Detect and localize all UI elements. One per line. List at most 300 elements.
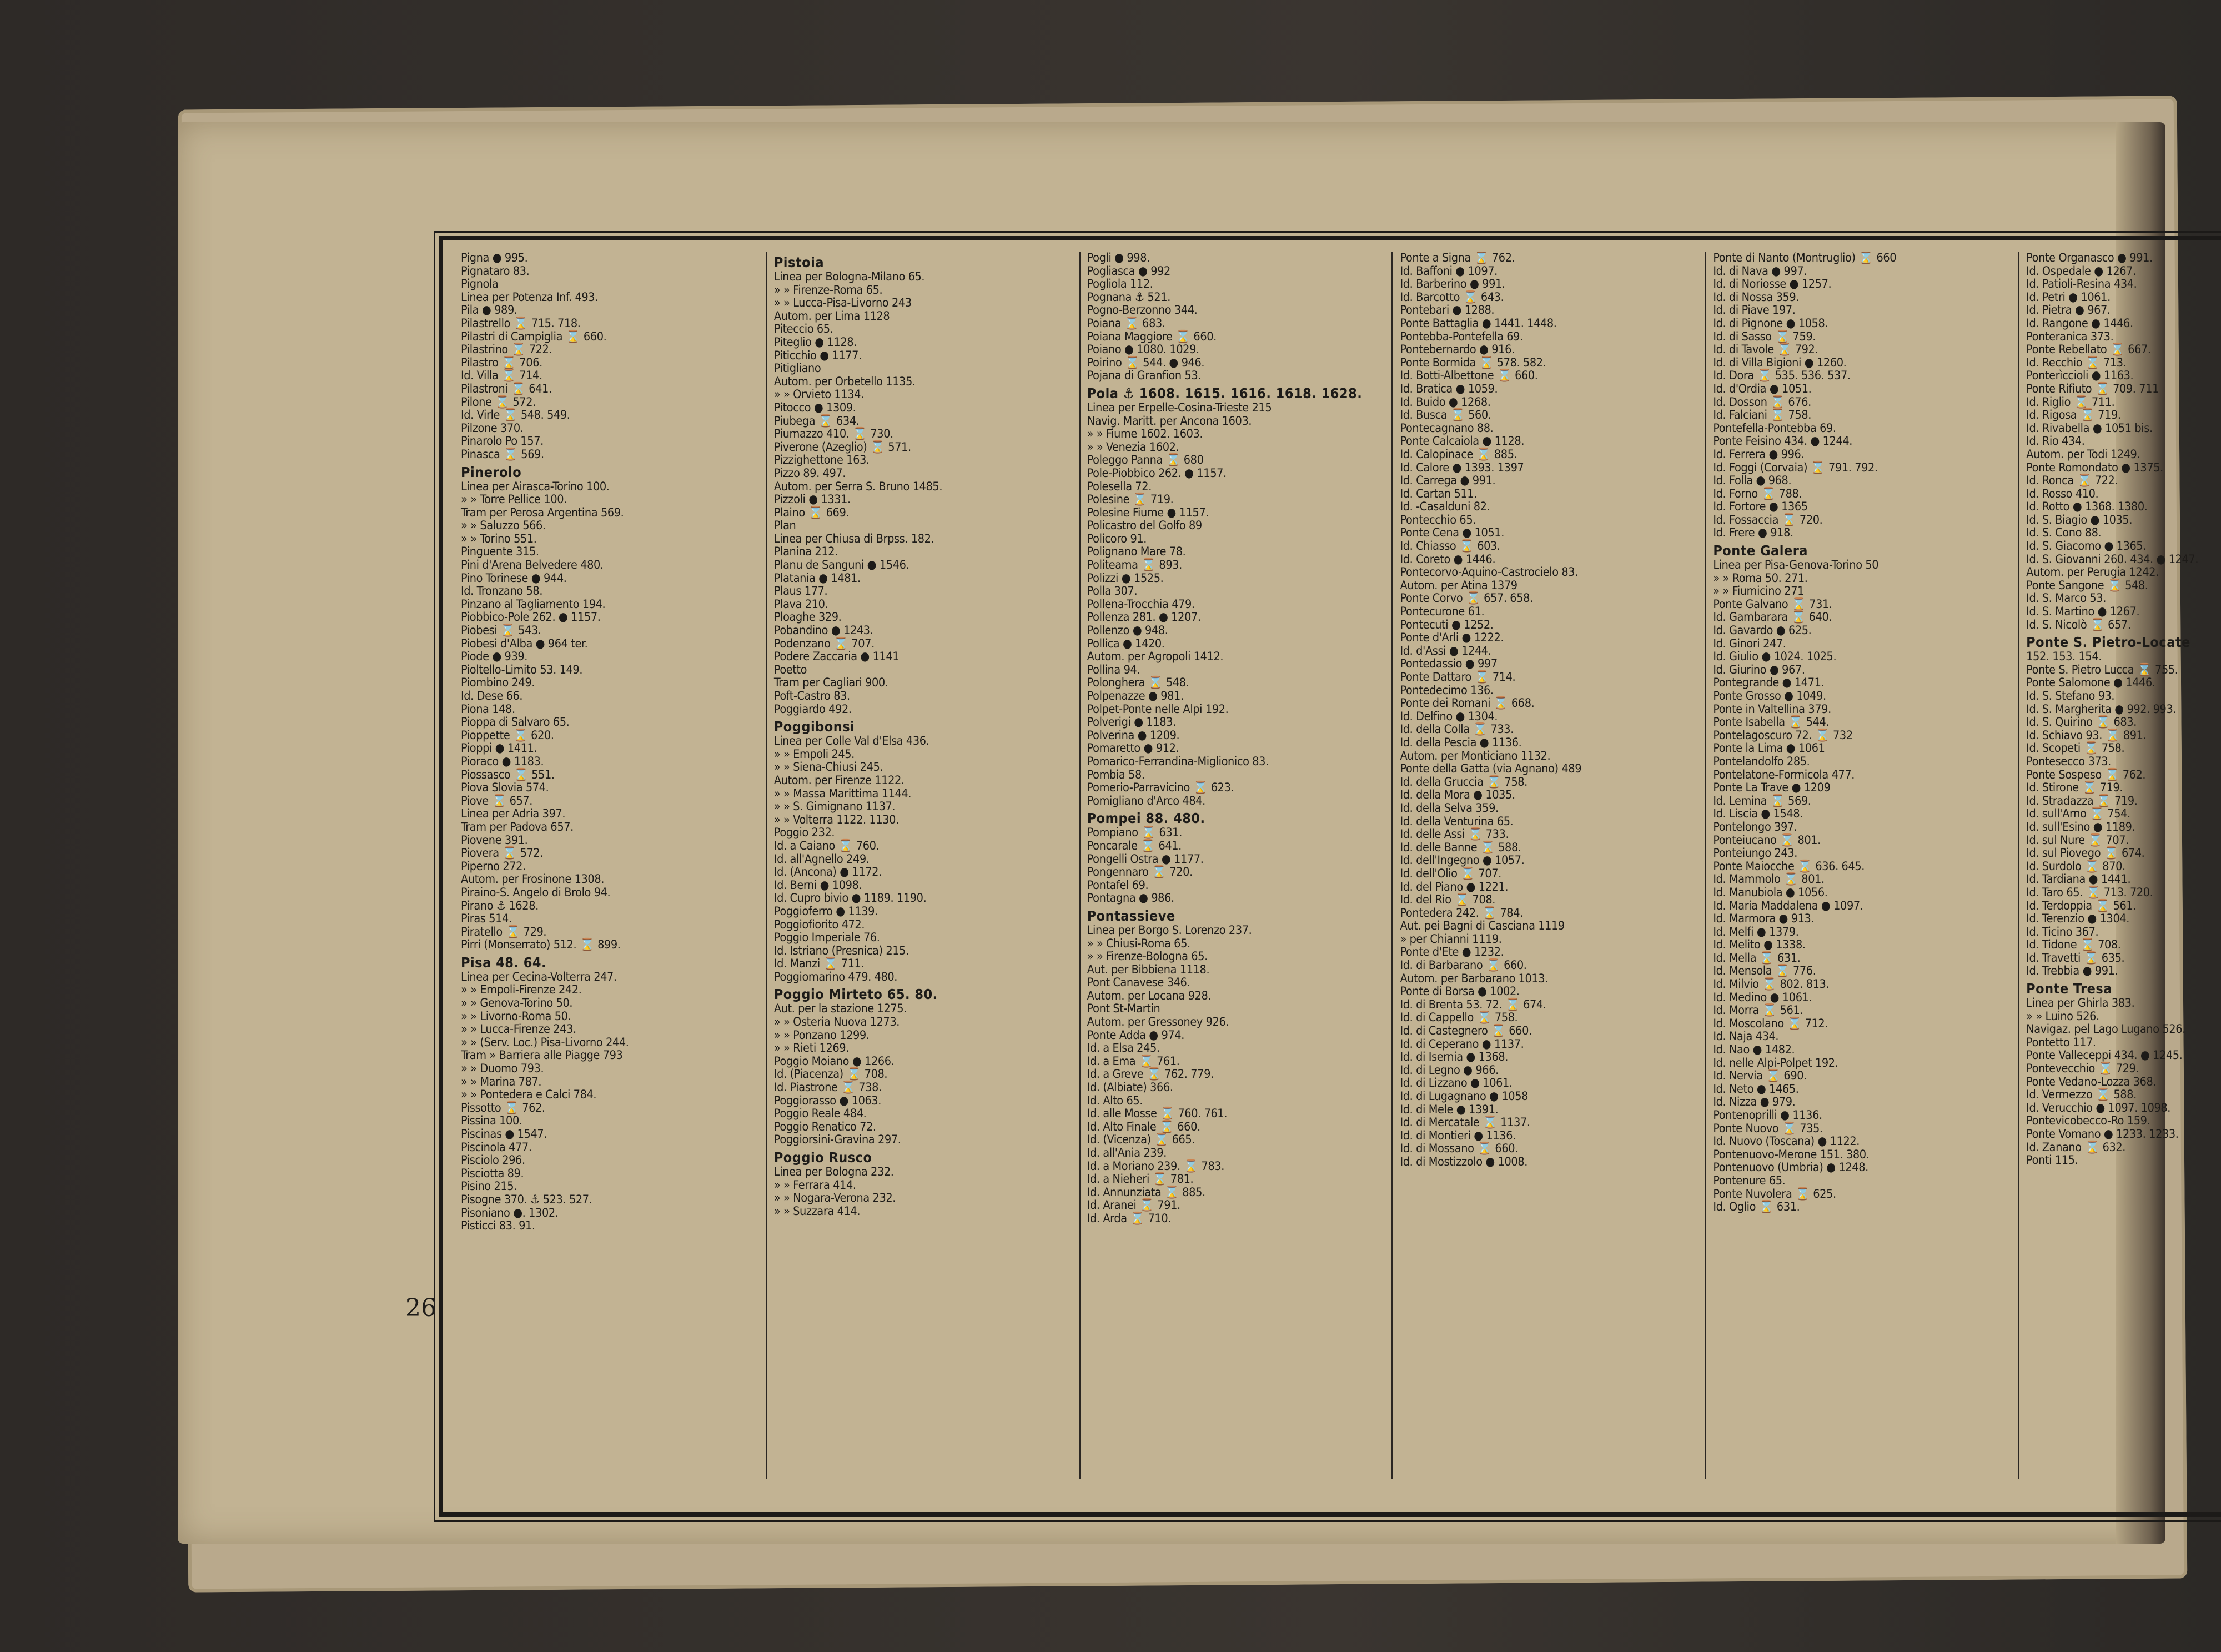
index-entry: Id. Rigosa ⌛ 719.: [2026, 408, 2121, 423]
index-entry: » » Ferrara 414.: [773, 1178, 856, 1192]
index-entry: Ponte Calcaiola ● 1128.: [1400, 434, 1525, 449]
index-entry: Pila ● 989.: [461, 303, 517, 318]
index-entry: » » Roma 50. 271.: [1713, 571, 1808, 585]
index-entry: Id. Ferrera ● 996.: [1713, 447, 1805, 461]
index-entry: Ponte la Lima ● 1061: [1713, 741, 1825, 756]
index-entry: » » Fiume 1602. 1603.: [1087, 427, 1203, 441]
index-entry: Id. (Vicenza) ⌛ 665.: [1087, 1133, 1195, 1147]
index-entry: Id. Ticino 367.: [2026, 925, 2099, 939]
index-entry: » » Rieti 1269.: [773, 1041, 849, 1056]
index-entry: Ponte Feisino 434. ● 1244.: [1713, 434, 1853, 449]
index-entry: Id. (Piacenza) ⌛ 708.: [773, 1067, 888, 1082]
index-entry: Id. Ronca ⌛ 722.: [2026, 474, 2118, 488]
index-entry: Linea per Adria 397.: [461, 807, 566, 821]
index-entry: Id. Mensola ⌛ 776.: [1713, 964, 1816, 978]
index-entry: Autom. per Monticiano 1132.: [1400, 749, 1551, 763]
index-entry: Poggio Mirteto 65. 80.: [773, 986, 938, 1003]
index-entry: Id. Lemina ⌛ 569.: [1713, 794, 1811, 808]
index-entry: Id. Calore ● 1393. 1397: [1400, 460, 1524, 475]
index-entry: Piumazzo 410. ⌛ 730.: [773, 427, 893, 441]
index-entry: Id. Annunziata ⌛ 885.: [1087, 1185, 1205, 1199]
index-entry: Ponte La Trave ● 1209: [1713, 781, 1831, 795]
index-entry: Pioltello-Limito 53. 149.: [461, 662, 583, 677]
index-entry: Id. Berni ● 1098.: [773, 878, 862, 892]
index-entry: Pizzoli ● 1331.: [773, 493, 851, 507]
index-entry: Id. S. Marco 53.: [2026, 591, 2106, 606]
index-entry: Ponte Adda ● 974.: [1087, 1028, 1184, 1042]
index-entry: Plava 210.: [773, 597, 828, 611]
index-entry: Pino Torinese ● 944.: [461, 571, 567, 585]
index-entry: Id. Arda ⌛ 710.: [1087, 1211, 1171, 1226]
index-entry: Pompiano ⌛ 631.: [1087, 826, 1182, 840]
index-entry: Id. Stirone ⌛ 719.: [2026, 781, 2123, 795]
index-entry: Id. Botti-Albettone ⌛ 660.: [1400, 369, 1538, 383]
index-entry: Piobesi d'Alba ● 964 ter.: [461, 636, 588, 651]
index-entry: Id. Nuovo (Toscana) ● 1122.: [1713, 1134, 1860, 1149]
index-entry: Id. di Nossa 359.: [1713, 290, 1800, 304]
index-entry: Pontagna ● 986.: [1087, 891, 1174, 906]
index-entry: Pontenuovo (Umbria) ● 1248.: [1713, 1161, 1868, 1175]
index-entry: Aut. pei Bagni di Casciana 1119: [1400, 919, 1565, 933]
index-entry: Id. alle Mosse ⌛ 760. 761.: [1087, 1107, 1228, 1121]
index-entry: Pontenuovo-Merone 151. 380.: [1713, 1147, 1870, 1162]
index-entry: » » S. Gimignano 1137.: [773, 800, 896, 814]
index-entry: Polizzi ● 1525.: [1087, 571, 1164, 585]
index-entry: » » Empoli-Firenze 242.: [461, 983, 582, 997]
index-entry: Pinarolo Po 157.: [461, 434, 544, 449]
index-entry: Id. a Elsa 245.: [1087, 1041, 1160, 1056]
index-entry: Pomarico-Ferrandina-Miglionico 83.: [1087, 754, 1269, 769]
index-entry: Pomigliano d'Arco 484.: [1087, 794, 1205, 808]
index-entry: Id. Moscolano ⌛ 712.: [1713, 1016, 1828, 1031]
index-entry: Pogliola 112.: [1087, 277, 1153, 292]
index-entry: Id. Rosso 410.: [2026, 486, 2099, 501]
index-entry: Piona 148.: [461, 702, 515, 716]
index-entry: Id. Villa ⌛ 714.: [461, 369, 542, 383]
index-entry: Pontebernardo ● 916.: [1400, 343, 1515, 357]
index-entry: Id. sul Piovego ⌛ 674.: [2026, 846, 2145, 861]
index-entry: » » Pontedera e Calci 784.: [461, 1088, 597, 1102]
index-entry: Id. Schiavo 93. ⌛ 891.: [2026, 728, 2147, 742]
index-entry: Id. Frere ● 918.: [1713, 526, 1793, 540]
index-entry: Id. S. Quirino ⌛ 683.: [2026, 715, 2137, 730]
index-entry: Ponte di Borsa ● 1002.: [1400, 985, 1520, 999]
index-entry: Pontefella-Pontebba 69.: [1713, 421, 1836, 435]
index-entry: » » Torino 551.: [461, 531, 537, 546]
index-entry: Id. Taro 65. ⌛ 713. 720.: [2026, 885, 2153, 900]
index-entry: Piobbico-Pole 262. ● 1157.: [461, 610, 601, 625]
index-entry: Pinerolo: [461, 464, 522, 480]
index-entry: Id. nelle Alpi-Polpet 192.: [1713, 1056, 1838, 1070]
index-entry: Pontedecimo 136.: [1400, 683, 1494, 697]
index-entry: Poggio Imperiale 76.: [773, 931, 880, 945]
index-entry: Id. (Ancona) ● 1172.: [773, 865, 882, 880]
index-entry: Id. d'Assi ● 1244.: [1400, 644, 1491, 658]
index-entry: Piode ● 939.: [461, 650, 528, 664]
index-entry: Ponte Isabella ⌛ 544.: [1713, 715, 1830, 730]
index-entry: Id. di Castegnero ⌛ 660.: [1400, 1024, 1532, 1038]
index-entry: Pont Canavese 346.: [1087, 976, 1190, 990]
index-entry: Planu de Sanguni ● 1546.: [773, 558, 909, 573]
index-entry: Id. della Gruccia ⌛ 758.: [1400, 775, 1527, 789]
index-entry: Id. Maria Maddalena ● 1097.: [1713, 898, 1863, 913]
index-entry: Id. Zanano ⌛ 632.: [2026, 1140, 2126, 1154]
index-entry: Id. Fortore ● 1365: [1713, 500, 1808, 514]
index-entry: Poggiardo 492.: [773, 702, 852, 716]
index-entry: Pobandino ● 1243.: [773, 624, 873, 638]
index-entry: Id. a Ema ⌛ 761.: [1087, 1054, 1180, 1068]
index-entry: Pongennaro ⌛ 720.: [1087, 865, 1193, 880]
index-entry: Ponte Bormida ⌛ 578. 582.: [1400, 355, 1546, 370]
index-entry: Piticchio ● 1177.: [773, 348, 862, 363]
index-entry: » per Chianni 1119.: [1400, 932, 1502, 946]
index-entry: » » Nogara-Verona 232.: [773, 1191, 896, 1206]
index-entry: Id. della Pescia ● 1136.: [1400, 735, 1522, 750]
index-entry: Id. Terdoppia ⌛ 561.: [2026, 898, 2137, 913]
index-entry: Pisciotta 89.: [461, 1166, 524, 1181]
index-entry: Pirri (Monserrato) 512. ⌛ 899.: [461, 938, 621, 952]
index-entry: Pistoia: [773, 254, 824, 270]
index-entry: Poncarale ⌛ 641.: [1087, 838, 1182, 853]
index-entry: Id. di Brenta 53. 72. ⌛ 674.: [1400, 997, 1546, 1012]
index-entry: Id. Giulio ● 1024. 1025.: [1713, 650, 1837, 664]
index-entry: Id. Dora ⌛ 535. 536. 537.: [1713, 369, 1851, 383]
index-entry: Pioppette ⌛ 620.: [461, 728, 554, 742]
index-entry: Polonghera ⌛ 548.: [1087, 676, 1189, 690]
index-entry: Id. Patioli-Resina 434.: [2026, 277, 2137, 292]
index-entry: Id. della Mora ● 1035.: [1400, 788, 1515, 802]
index-entry: Poggio Moiano ● 1266.: [773, 1054, 895, 1068]
index-entry: Id. delle Assi ⌛ 733.: [1400, 827, 1509, 842]
index-entry: Poggio Renatico 72.: [773, 1119, 876, 1134]
index-entry: Id. Milvio ⌛ 802. 813.: [1713, 977, 1830, 992]
index-entry: Polesella 72.: [1087, 479, 1152, 494]
index-entry: » » Venezia 1602.: [1087, 440, 1179, 454]
index-entry: Poggibonsi: [773, 719, 855, 735]
index-entry: Poleggo Panna ⌛ 680: [1087, 453, 1204, 468]
index-entry: Pissotto ⌛ 762.: [461, 1101, 545, 1115]
index-entry: Autom. per Perugia 1242.: [2026, 565, 2159, 580]
index-entry: Id. Ginori 247.: [1713, 636, 1786, 651]
index-entry: Id. di Nava ● 997.: [1713, 264, 1807, 278]
index-entry: Id. Chiasso ⌛ 603.: [1400, 539, 1500, 554]
index-entry: Pontecagnano 88.: [1400, 421, 1494, 435]
index-entry: Poggiorasso ● 1063.: [773, 1093, 882, 1108]
index-column-5: [1706, 252, 2019, 1479]
index-entry: Id. Riglio ⌛ 711.: [2026, 395, 2115, 409]
index-entry: » » Marina 787.: [461, 1074, 542, 1089]
index-entry: Piperno 272.: [461, 859, 526, 873]
index-entry: Piossasco ⌛ 551.: [461, 767, 555, 782]
index-entry: Pizzighettone 163.: [773, 453, 870, 468]
index-entry: Id. Medino ● 1061.: [1713, 990, 1812, 1005]
index-entry: Poiana Maggiore ⌛ 660.: [1087, 329, 1217, 344]
index-entry: Tram » Barriera alle Piagge 793: [461, 1048, 623, 1063]
index-entry: Pontelandolfo 285.: [1713, 754, 1810, 769]
index-entry: Pontelagoscuro 72. ⌛ 732: [1713, 728, 1853, 742]
index-entry: Pilzone 370.: [461, 421, 524, 435]
index-entry: Id. Mammolo ⌛ 801.: [1713, 872, 1825, 887]
index-entry: Id. d'Ordia ● 1051.: [1713, 381, 1812, 396]
index-entry: Id. Istriano (Presnica) 215.: [773, 943, 909, 958]
index-entry: Id. S. Giacomo ● 1365.: [2026, 539, 2147, 554]
index-entry: Id. Petri ● 1061.: [2026, 290, 2111, 304]
index-entry: Pogli ● 998.: [1087, 252, 1150, 265]
index-entry: Ponteiungo 243.: [1713, 846, 1797, 861]
index-entry: Id. Barberino ● 991.: [1400, 277, 1505, 292]
index-entry: Id. a Nieheri ⌛ 781.: [1087, 1172, 1194, 1187]
index-entry: Polverina ● 1209.: [1087, 728, 1180, 742]
index-entry: Ponti 115.: [2026, 1153, 2078, 1168]
index-entry: Piombino 249.: [461, 676, 535, 690]
index-entry: Autom. per Locana 928.: [1087, 988, 1212, 1003]
index-entry: Ponte Battaglia ● 1441. 1448.: [1400, 316, 1557, 330]
index-entry: Id. S. Stefano 93.: [2026, 689, 2115, 703]
index-entry: Id. all'Agnello 249.: [773, 852, 870, 866]
index-entry: Ponte Galera: [1713, 543, 1808, 559]
index-entry: Id. Cupro bivio ● 1189. 1190.: [773, 891, 927, 906]
index-entry: Pontecchio 65.: [1400, 513, 1476, 527]
index-entry: Id. Marmora ● 913.: [1713, 912, 1815, 926]
page-content: [178, 122, 2199, 1544]
index-entry: Id. della Selva 359.: [1400, 801, 1499, 815]
index-entry: Id. (Albiate) 366.: [1087, 1081, 1173, 1095]
index-entry: Piteccio 65.: [773, 322, 833, 337]
index-entry: Pollina 94.: [1087, 662, 1140, 677]
index-entry: Pirano ⚓ 1628.: [461, 898, 539, 913]
index-entry: Id. di Mossano ⌛ 660.: [1400, 1142, 1518, 1156]
index-entry: Id. sull'Arno ⌛ 754.: [2026, 807, 2130, 821]
index-entry: Id. Barcotto ⌛ 643.: [1400, 290, 1504, 304]
index-entry: Id. Scopeti ⌛ 758.: [2026, 741, 2125, 756]
index-entry: Pinguente 315.: [461, 545, 539, 559]
index-entry: Pontedassio ● 997: [1400, 657, 1498, 671]
index-entry: Pisino 215.: [461, 1179, 517, 1194]
index-entry: Id. di Mele ● 1391.: [1400, 1102, 1499, 1117]
index-entry: » » Genova-Torino 50.: [461, 996, 573, 1011]
index-entry: Navig. Maritt. per Ancona 1603.: [1087, 414, 1252, 428]
index-entry: Piovera ⌛ 572.: [461, 846, 544, 861]
index-entry: Id. Fossaccia ⌛ 720.: [1713, 513, 1823, 527]
index-entry: Id. Manubiola ● 1056.: [1713, 885, 1828, 900]
index-entry: Id. Nervia ⌛ 690.: [1713, 1069, 1807, 1083]
index-entry: Ponte Rifiuto ⌛ 709. 711: [2026, 381, 2159, 396]
index-entry: Politeama ⌛ 893.: [1087, 558, 1182, 573]
index-entry: Autom. per Todi 1249.: [2026, 447, 2140, 461]
index-entry: Piraino-S. Angelo di Brolo 94.: [461, 885, 611, 900]
index-entry: Id. di Barbarano ⌛ 660.: [1400, 958, 1527, 973]
index-entry: Pontafel 69.: [1087, 878, 1149, 892]
index-entry: Poggiofiorito 472.: [773, 917, 865, 932]
index-entry: Id. della Venturina 65.: [1400, 814, 1514, 828]
index-entry: » » Livorno-Roma 50.: [461, 1009, 571, 1023]
index-entry: Pontebari ● 1288.: [1400, 303, 1495, 318]
index-entry: Id. di Sasso ⌛ 759.: [1713, 329, 1816, 344]
index-entry: Id. S. Martino ● 1267.: [2026, 605, 2140, 619]
index-entry: Id. di Montieri ● 1136.: [1400, 1128, 1516, 1143]
index-entry: » » Suzzara 414.: [773, 1204, 861, 1218]
index-entry: Pizzo 89. 497.: [773, 466, 846, 480]
index-entry: Id. di Legno ● 966.: [1400, 1063, 1499, 1077]
index-entry: » » Duomo 793.: [461, 1062, 544, 1076]
index-entry: Id. Coreto ● 1446.: [1400, 552, 1496, 566]
index-entry: Ponte Salomone ● 1446.: [2026, 676, 2155, 690]
index-entry: » » (Serv. Loc.) Pisa-Livorno 244.: [461, 1035, 629, 1050]
index-entry: Id. Verucchio ● 1097. 1098.: [2026, 1101, 2171, 1115]
index-entry: Podere Zaccaria ● 1141: [773, 650, 900, 664]
index-entry: Id. Terenzio ● 1304.: [2026, 912, 2129, 926]
index-entry: Id. Buido ● 1268.: [1400, 395, 1491, 409]
index-entry: Id. Foggi (Corvaia) ⌛ 791. 792.: [1713, 460, 1878, 475]
index-entry: Id. Ospedale ● 1267.: [2026, 264, 2136, 278]
index-entry: Pisa 48. 64.: [461, 954, 547, 971]
index-entry: Autom. per Firenze 1122.: [773, 773, 905, 787]
index-entry: Id. Cartan 511.: [1400, 486, 1477, 501]
index-entry: » » Lucca-Pisa-Livorno 243: [773, 296, 912, 310]
index-entry: Id. Mella ⌛ 631.: [1713, 951, 1801, 965]
index-entry: Pioppi ● 1411.: [461, 741, 537, 756]
index-entry: Pognana ⚓ 521.: [1087, 290, 1170, 304]
index-entry: Piova Slovia 574.: [461, 781, 549, 795]
index-entry: Polpenazze ● 981.: [1087, 689, 1184, 703]
index-entry: Id. a Moriano 239. ⌛ 783.: [1087, 1159, 1225, 1173]
index-entry: Pisticci 83. 91.: [461, 1219, 535, 1233]
index-entry: Autom. per Frosinone 1308.: [461, 872, 604, 887]
index-entry: Id. Rotto ● 1368. 1380.: [2026, 500, 2148, 514]
index-entry: Id. Calopinace ⌛ 885.: [1400, 447, 1517, 461]
index-entry: Pomaretto ● 912.: [1087, 741, 1179, 756]
index-entry: Ponte in Valtellina 379.: [1713, 702, 1831, 716]
index-entry: Id. Vermezzo ⌛ 588.: [2026, 1088, 2137, 1102]
index-entry: Id. di Tavole ⌛ 792.: [1713, 343, 1818, 357]
index-entry: Pinzano al Tagliamento 194.: [461, 597, 606, 611]
index-entry: Id. Aranei ⌛ 791.: [1087, 1198, 1180, 1213]
index-entry: » » Massa Marittima 1144.: [773, 786, 912, 801]
index-entry: Id. Melfi ● 1379.: [1713, 925, 1799, 939]
index-entry: Id. delle Banne ⌛ 588.: [1400, 840, 1521, 855]
index-entry: Id. di Lizzano ● 1061.: [1400, 1076, 1513, 1091]
index-entry: Pitocco ● 1309.: [773, 400, 856, 415]
index-entry: Pontelongo 397.: [1713, 820, 1797, 834]
index-entry: Platania ● 1481.: [773, 571, 861, 585]
index-entry: Pilastrello ⌛ 715. 718.: [461, 316, 581, 330]
index-entry: Pompei 88. 480.: [1087, 810, 1205, 827]
index-entry: Linea per Erpelle-Cosina-Trieste 215: [1087, 400, 1272, 415]
index-entry: Id. S. Biagio ● 1035.: [2026, 513, 2133, 527]
index-entry: Pisoniano ●. 1302.: [461, 1206, 559, 1220]
index-entry: Autom. per Barbarano 1013.: [1400, 971, 1548, 986]
index-entry: Plaus 177.: [773, 584, 828, 599]
index-entry: Ponte Corvo ⌛ 657. 658.: [1400, 591, 1533, 606]
index-entry: Pontesecco 373.: [2026, 754, 2111, 769]
index-entry: Ponte d'Ete ● 1232.: [1400, 945, 1504, 960]
index-entry: Id. Tardiana ● 1441.: [2026, 872, 2131, 887]
index-entry: Id. Delfino ● 1304.: [1400, 709, 1498, 724]
index-entry: Id. S. Nicolò ⌛ 657.: [2026, 617, 2131, 632]
index-entry: Ponte Maiocche ⌛ 636. 645.: [1713, 859, 1865, 873]
index-entry: Id. Alto Finale ⌛ 660.: [1087, 1119, 1200, 1134]
index-entry: Id. all'Ania 239.: [1087, 1146, 1167, 1160]
index-entry: Id. Surdolo ⌛ 870.: [2026, 859, 2125, 873]
index-entry: Pollenzo ● 948.: [1087, 624, 1168, 638]
index-entry: Autom. per Gressoney 926.: [1087, 1015, 1229, 1030]
index-entry: Pont St-Martin: [1087, 1002, 1160, 1016]
index-entry: Pontevicobecco-Ro 159.: [2026, 1114, 2150, 1128]
index-entry: Ponteranica 373.: [2026, 329, 2114, 344]
index-entry: Id. Morra ⌛ 561.: [1713, 1003, 1803, 1018]
index-entry: Id. di Pignone ● 1058.: [1713, 316, 1828, 330]
index-entry: Linea per Ghirla 383.: [2026, 996, 2135, 1011]
index-entry: Ponte Galvano ⌛ 731.: [1713, 597, 1832, 611]
index-entry: Pisciolo 296.: [461, 1153, 525, 1168]
index-entry: » » Ponzano 1299.: [773, 1028, 870, 1042]
index-entry: Id. Neto ● 1465.: [1713, 1082, 1799, 1096]
index-entry: » » Lucca-Firenze 243.: [461, 1022, 576, 1037]
index-entry: » » Firenze-Bologna 65.: [1087, 950, 1208, 964]
index-entry: Linea per Colle Val d'Elsa 436.: [773, 734, 929, 749]
index-entry: » » Firenze-Roma 65.: [773, 283, 883, 297]
index-entry: Id. Nizza ● 979.: [1713, 1095, 1796, 1109]
index-entry: Id. Stradazza ⌛ 719.: [2026, 794, 2138, 808]
index-entry: Pontedera 242. ⌛ 784.: [1400, 906, 1523, 920]
index-entry: Polesine Fiume ● 1157.: [1087, 505, 1209, 520]
index-entry: Autom. per Atina 1379: [1400, 578, 1517, 592]
index-entry: Id. Rivabella ● 1051 bis.: [2026, 421, 2153, 435]
index-entry: Pontelatone-Formicola 477.: [1713, 767, 1855, 782]
index-entry: » » Siena-Chiusi 245.: [773, 760, 883, 775]
index-entry: » » Orvieto 1134.: [773, 388, 864, 402]
index-column-2: [767, 252, 1081, 1479]
index-entry: Poggio Reale 484.: [773, 1107, 867, 1121]
index-entry: Poggio 232.: [773, 826, 835, 840]
index-entry: Piove ⌛ 657.: [461, 794, 533, 808]
index-entry: Id. di Piave 197.: [1713, 303, 1796, 318]
index-entry: Linea per Chiusa di Brpss. 182.: [773, 531, 934, 546]
index-entry: Pontecurone 61.: [1400, 605, 1485, 619]
index-entry: Pissina 100.: [461, 1114, 522, 1128]
index-entry: Id. Pietra ● 967.: [2026, 303, 2111, 318]
index-entry: Id. Bratica ● 1059.: [1400, 381, 1498, 396]
index-entry: Pilastri di Campiglia ⌛ 660.: [461, 329, 607, 344]
index-entry: Linea per Bologna 232.: [773, 1165, 894, 1179]
index-entry: Poggiorsini-Gravina 297.: [773, 1133, 901, 1147]
index-entry: Policoro 91.: [1087, 531, 1147, 546]
index-entry: Pignola: [461, 277, 499, 292]
index-entry: Ponte della Gatta (via Agnano) 489: [1400, 762, 1582, 776]
index-entry: Id. Trebbia ● 991.: [2026, 964, 2118, 978]
index-entry: Id. Dosson ⌛ 676.: [1713, 395, 1811, 409]
index-entry: Policastro del Golfo 89: [1087, 519, 1202, 533]
index-entry: Ponte Valleceppi 434. ● 1245.: [2026, 1048, 2183, 1063]
index-entry: Id. sull'Esino ● 1189.: [2026, 820, 2135, 834]
index-entry: Id. Busca ⌛ 560.: [1400, 408, 1491, 423]
index-entry: Pontegrande ● 1471.: [1713, 676, 1825, 690]
index-entry: Id. del Rio ⌛ 708.: [1400, 893, 1496, 907]
index-entry: Pilastro ⌛ 706.: [461, 355, 542, 370]
index-entry: Id. Liscia ● 1548.: [1713, 807, 1803, 821]
index-entry: » » Saluzzo 566.: [461, 519, 546, 533]
index-entry: Planina 212.: [773, 545, 838, 559]
index-entry: Ponteiucano ⌛ 801.: [1713, 833, 1821, 847]
index-entry: Ponterìccioli ● 1163.: [2026, 369, 2134, 383]
index-entry: Id. Piastrone ⌛ 738.: [773, 1081, 882, 1095]
index-entry: Id. Baffoni ● 1097.: [1400, 264, 1498, 278]
index-entry: Aut. per Bibbiena 1118.: [1087, 962, 1210, 977]
index-entry: Id. a Greve ⌛ 762. 779.: [1087, 1067, 1214, 1082]
index-entry: Linea per Cecina-Volterra 247.: [461, 970, 617, 984]
index-entry: Id. di Noriosse ● 1257.: [1713, 277, 1832, 292]
index-entry: Id. di Ceperano ● 1137.: [1400, 1037, 1524, 1051]
